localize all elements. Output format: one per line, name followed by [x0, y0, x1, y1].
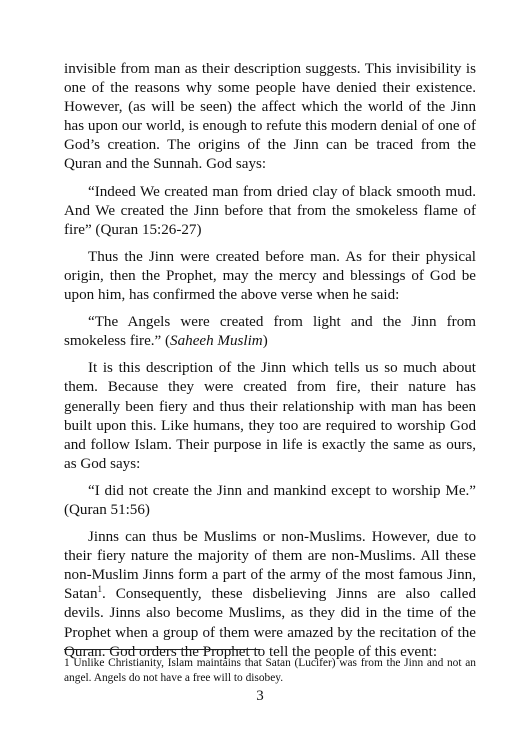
footnote-ref-1[interactable]: 1	[97, 584, 103, 595]
citation-saheeh-muslim: Saheeh Muslim	[170, 333, 263, 350]
quote-saheeh-muslim-text: “The Angels were created from light and the Jinn from smokeless fire.” (	[64, 314, 476, 350]
page-number: 3	[256, 688, 264, 704]
page-body	[64, 60, 476, 670]
paragraph-muslims-non-muslims	[64, 528, 476, 662]
paragraph-nature-of-jinn: It is this description of the Jinn which tells us so much about them. Because they were created from fire, their nature has generally been fiery and thus their relationship with man has been built upon this. Like humans, they too are required to worship God and follow Islam. Their purpose in life is exactly the same as ours, as God says:	[64, 360, 476, 472]
footnote-1: 1 Unlike Christianity, Islam maintains that Satan (Lucifer) was from the Jinn and not an angel. Angels do not have a free will to disobey.	[64, 657, 476, 684]
footnote-divider	[64, 649, 260, 650]
paragraph-invisibility: invisible from man as their description suggests. This invisibility is one of the reasons why some people have denied their existence. However, (as will be seen) the affect which the world of the Jinn has upon our world, is enough to refute this modern denial of one of God’s creation. The origins of the Jinn can be traced from the Quran and the Sunnah. God says:	[64, 61, 476, 173]
paragraph-muslims-text-end: . Consequently, these disbelieving Jinns are also called devils. Jinns also become Muslims, as they did in the time of the Prophet when a group of them were amazed by the recitation of the Quran. God orders the Prophet to tell the people of this event:	[64, 586, 476, 660]
paragraph-muslims-text-start: Jinns can thus be Muslims or non-Muslims. However, due to their fiery nature the majority of them are non-Muslims. All these non-Muslim Jinns form a part of the army of the most famous Jinn, Satan	[64, 529, 476, 603]
quote-quran-51-56: “I did not create the Jinn and mankind except to worship Me.” (Quran 51:56)	[64, 482, 476, 518]
quote-saheeh-muslim	[64, 313, 476, 351]
quote-saheeh-muslim-close: )	[262, 333, 268, 350]
quote-quran-15-26: “Indeed We created man from dried clay of black smooth mud. And We created the Jinn before that from the smokeless flame of fire” (Quran 15:26-27)	[64, 183, 476, 238]
paragraph-created-before-man: Thus the Jinn were created before man. As for their physical origin, then the Prophet, may the mercy and blessings of God be upon him, has confirmed the above verse when he said:	[64, 248, 476, 304]
